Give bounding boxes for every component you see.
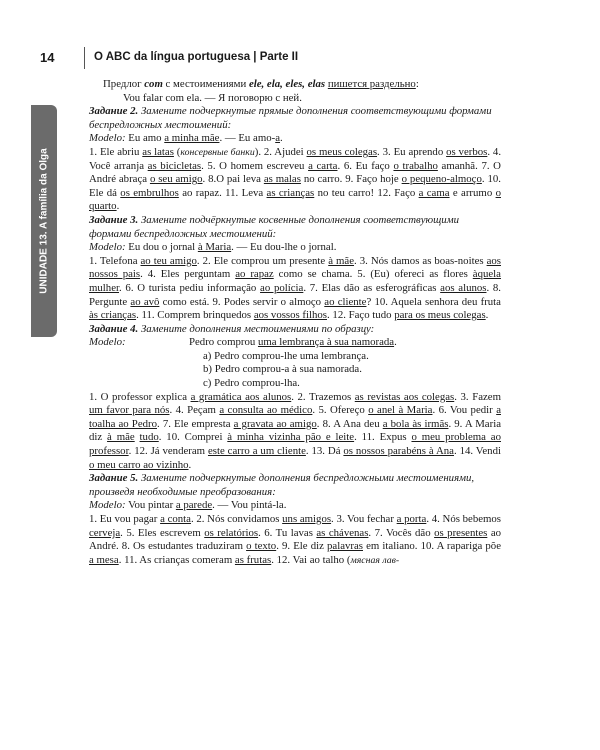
task-4-option-a: a) Pedro comprou-lhe uma lembrança. <box>203 349 369 362</box>
grammar-rule-note: Предлог com с местоимениями ele, ela, eles, elas пишется раздельно: <box>103 78 419 90</box>
task-4-exercise-text: 1. O professor explica a gramática aos alunos. 2. Trazemos as revistas aos colegas. 3. Fazem um favor para nós. 4. Peçam a consulta ao médico. 5. Ofereço o anel à Maria. 6. Vou pedir a toalha ao Pedro. 7. Ele empresta a gravata ao amigo. 8. A Ana deu a bola às irmãs. 9. A Maria diz à mãe tudo. 10. Comprei à minha vizinha pão e leite. 11. Expus o meu problema ao professor. 12. Já venderam este carro a um cliente. 13. Dá os nossos parabéns à Ana. 14. Vendi o meu carro ao vizinho. <box>89 390 501 471</box>
header-divider <box>84 47 85 69</box>
grammar-rule-example: Vou falar com ela. — Я поговорю с ней. <box>123 91 302 104</box>
task-4-model <box>89 336 501 390</box>
page-number: 14 <box>40 50 55 65</box>
task-3-exercise-text: 1. Telefona ao teu amigo. 2. Ele comprou um presente à mãe. 3. Nós damos as boas-noites aos nossos pais. 4. Eles perguntam ao rapaz como se chama. 5. (Eu) ofereci as flores àquela mulher. 6. O turista pediu informação ao polícia. 7. Elas dão as esferográficas aos alunos. 8. Pergunte ao avô como está. 9. Podes servir o almoço ao cliente? 10. Aquela senhora deu fruta às crianças. 11. Comprem brinquedos aos vossos filhos. 12. Faço tudo para os meus colegas. <box>89 254 501 322</box>
task-4-heading: Задание 4. Замените дополнения местоимениями по образцу: <box>89 322 375 335</box>
task-5-heading: Задание 5. Замените подчеркнутые дополнения беспредложными местоимениями, произведя необходимые преобразования: <box>89 472 475 498</box>
page-content <box>89 78 501 567</box>
task-4-model-label: Modelo: <box>89 336 126 349</box>
task-3-model: Modelo: Eu dou o jornal à Maria. — Eu dou-lhe o jornal. <box>89 241 337 254</box>
task-3-heading: Задание 3. Замените подчёркнутые косвенные дополнения соответствующими формами беспредложных местоимений: <box>89 213 459 240</box>
task-4-option-c: c) Pedro comprou-lha. <box>203 377 300 390</box>
task-5-exercise-text: 1. Eu vou pagar a conta. 2. Nós convidamos uns amigos. 3. Vou fechar a porta. 4. Nós bebemos cerveja. 5. Eles escrevem os relatórios. 6. Tu lavas as chávenas. 7. Vocês dão os presentes ao André. 8. Os estudantes traduziram o texto. 9. Ele diz palavras em italiano. 10. A rapariga põe a mesa. 11. As crianças comeram as frutas. 12. Vai ao talho (мясная лав- <box>89 513 502 566</box>
task-5-model: Modelo: Vou pintar a parede. — Vou pintá-la. <box>89 499 287 512</box>
task-4-model-sentence: Pedro comprou uma lembrança à sua namorada. <box>189 336 397 349</box>
task-2-exercise-text: 1. Ele abriu as latas (консервные банки). 2. Ajudei os meus colegas. 3. Eu aprendo os verbos. 4. Você arranja as bicicletas. 5. O homem escreveu a carta. 6. Eu faço o trabalho amanhã. 7. O André abraça o seu amigo. 8.O pai leva as malas no carro. 9. Faço hoje o pequeno-almoço. 10. Ele dá os embrulhos ao rapaz. 11. Leva as crianças no teu carro! 12. Faço a cama e arrumo o quarto. <box>89 145 502 213</box>
task-2-model: Modelo: Eu amo a minha mãe. — Eu amo-a. <box>89 132 283 145</box>
task-4-option-b: b) Pedro comprou-a à sua namorada. <box>203 363 362 376</box>
unit-side-tab-label: UNIDADE 13. A família da Olga <box>38 148 50 294</box>
task-2-heading: Задание 2. Замените подчеркнутые прямые дополнения соответствующими формами беспредложных местоимений: <box>89 105 492 131</box>
running-header-title: O ABC da língua portuguesa | Parte II <box>94 51 299 63</box>
